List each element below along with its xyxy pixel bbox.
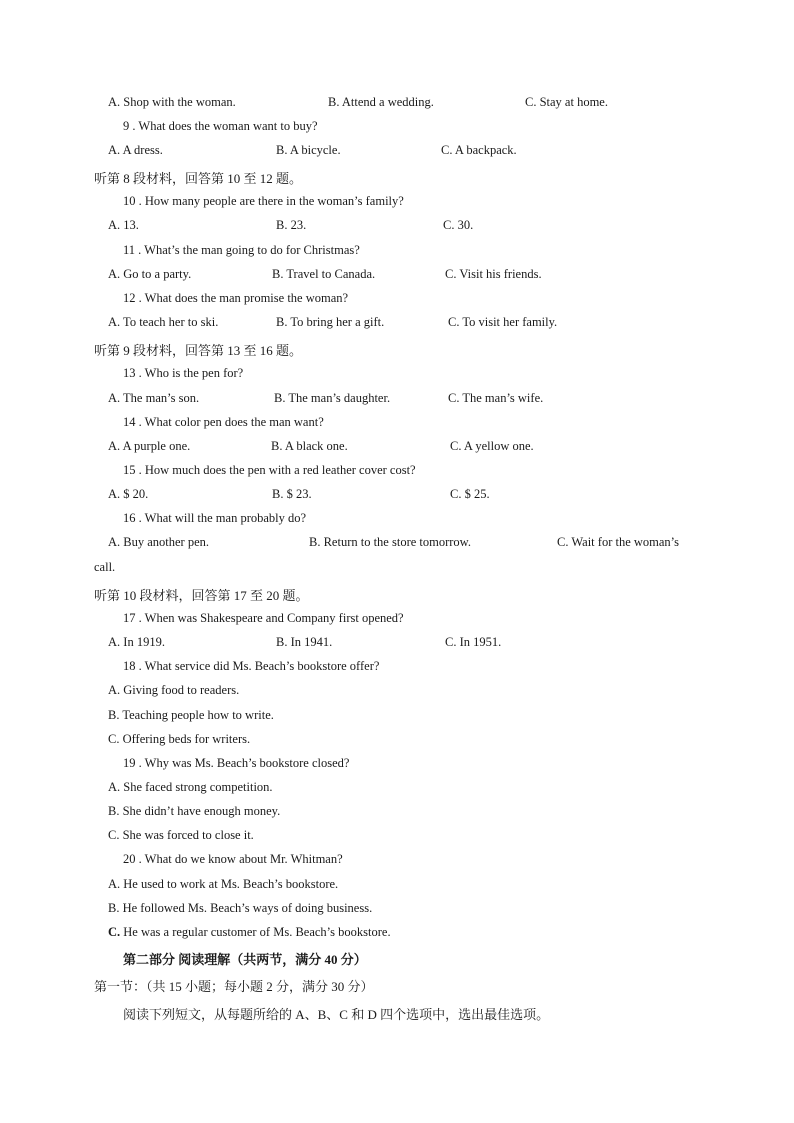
q8-option-b: B. Attend a wedding.	[328, 95, 434, 109]
q16-question: 16 . What will the man probably do?	[123, 511, 307, 525]
q20-option-b: B. He followed Ms. Beach’s ways of doing business.	[108, 901, 373, 915]
q17-question: 17 . When was Shakespeare and Company first opened?	[123, 611, 404, 625]
q11-option-c: C. Visit his friends.	[445, 267, 542, 281]
q17-option-c: C. In 1951.	[445, 635, 502, 649]
q15-option-c: C. $ 25.	[450, 487, 490, 501]
q17-option-a: A. In 1919.	[108, 635, 165, 649]
q10-question: 10 . How many people are there in the woman’s family?	[123, 194, 404, 208]
q11-option-a: A. Go to a party.	[108, 267, 192, 281]
q19-option-b: B. She didn’t have enough money.	[108, 804, 281, 818]
q19-option-c: C. She was forced to close it.	[108, 828, 254, 842]
q13-question: 13 . Who is the pen for?	[123, 366, 244, 380]
q19-option-a: A. She faced strong competition.	[108, 780, 273, 794]
q17-option-b: B. In 1941.	[276, 635, 333, 649]
section10-heading: 听第 10 段材料，回答第 17 至 20 题。	[94, 588, 309, 603]
q11-question: 11 . What’s the man going to do for Christmas?	[123, 243, 360, 257]
q12-option-a: A. To teach her to ski.	[108, 315, 219, 329]
q18-question: 18 . What service did Ms. Beach’s bookstore offer?	[123, 659, 380, 673]
q9-option-b: B. A bicycle.	[276, 143, 341, 157]
q12-option-c: C. To visit her family.	[448, 315, 558, 329]
q18-option-a: A. Giving food to readers.	[108, 683, 240, 697]
q20-option-c-text: He was a regular customer of Ms. Beach’s bookstore.	[123, 925, 391, 939]
q15-option-a: A. $ 20.	[108, 487, 149, 501]
q20-option-c	[108, 925, 391, 940]
q16-option-c-continued: call.	[94, 560, 116, 574]
q20-question: 20 . What do we know about Mr. Whitman?	[123, 852, 343, 866]
q13-option-c: C. The man’s wife.	[448, 391, 544, 405]
q9-option-a: A. A dress.	[108, 143, 163, 157]
q16-option-a: A. Buy another pen.	[108, 535, 210, 549]
q19-question: 19 . Why was Ms. Beach’s bookstore closed?	[123, 756, 350, 770]
q18-option-b: B. Teaching people how to write.	[108, 708, 274, 722]
q12-question: 12 . What does the man promise the woman?	[123, 291, 349, 305]
q14-question: 14 . What color pen does the man want?	[123, 415, 324, 429]
q8-option-c: C. Stay at home.	[525, 95, 608, 109]
q15-question: 15 . How much does the pen with a red leather cover cost?	[123, 463, 416, 477]
q10-option-b: B. 23.	[276, 218, 307, 232]
q14-option-a: A. A purple one.	[108, 439, 191, 453]
section1-heading: 第一节：（共 15 小题；每小题 2 分，满分 30 分）	[94, 979, 374, 994]
reading-instructions: 阅读下列短文，从每题所给的 A、B、C 和 D 四个选项中，选出最佳选项。	[123, 1007, 550, 1022]
q20-option-a: A. He used to work at Ms. Beach’s bookstore.	[108, 877, 339, 891]
part2-heading: 第二部分 阅读理解（共两节，满分 40 分）	[123, 952, 367, 967]
section9-heading: 听第 9 段材料，回答第 13 至 16 题。	[94, 343, 303, 358]
q13-option-a: A. The man’s son.	[108, 391, 200, 405]
q8-option-a: A. Shop with the woman.	[108, 95, 236, 109]
q16-option-c: C. Wait for the woman’s	[557, 535, 680, 549]
q18-option-c: C. Offering beds for writers.	[108, 732, 251, 746]
q10-option-a: A. 13.	[108, 218, 139, 232]
q16-option-b: B. Return to the store tomorrow.	[309, 535, 472, 549]
q20-option-c-label: C.	[108, 925, 121, 939]
q9-option-c: C. A backpack.	[441, 143, 517, 157]
q12-option-b: B. To bring her a gift.	[276, 315, 385, 329]
section8-heading: 听第 8 段材料，回答第 10 至 12 题。	[94, 171, 303, 186]
q15-option-b: B. $ 23.	[272, 487, 312, 501]
q13-option-b: B. The man’s daughter.	[274, 391, 391, 405]
q11-option-b: B. Travel to Canada.	[272, 267, 376, 281]
q14-option-b: B. A black one.	[271, 439, 348, 453]
q9-question: 9 . What does the woman want to buy?	[123, 119, 318, 133]
q14-option-c: C. A yellow one.	[450, 439, 534, 453]
q10-option-c: C. 30.	[443, 218, 474, 232]
